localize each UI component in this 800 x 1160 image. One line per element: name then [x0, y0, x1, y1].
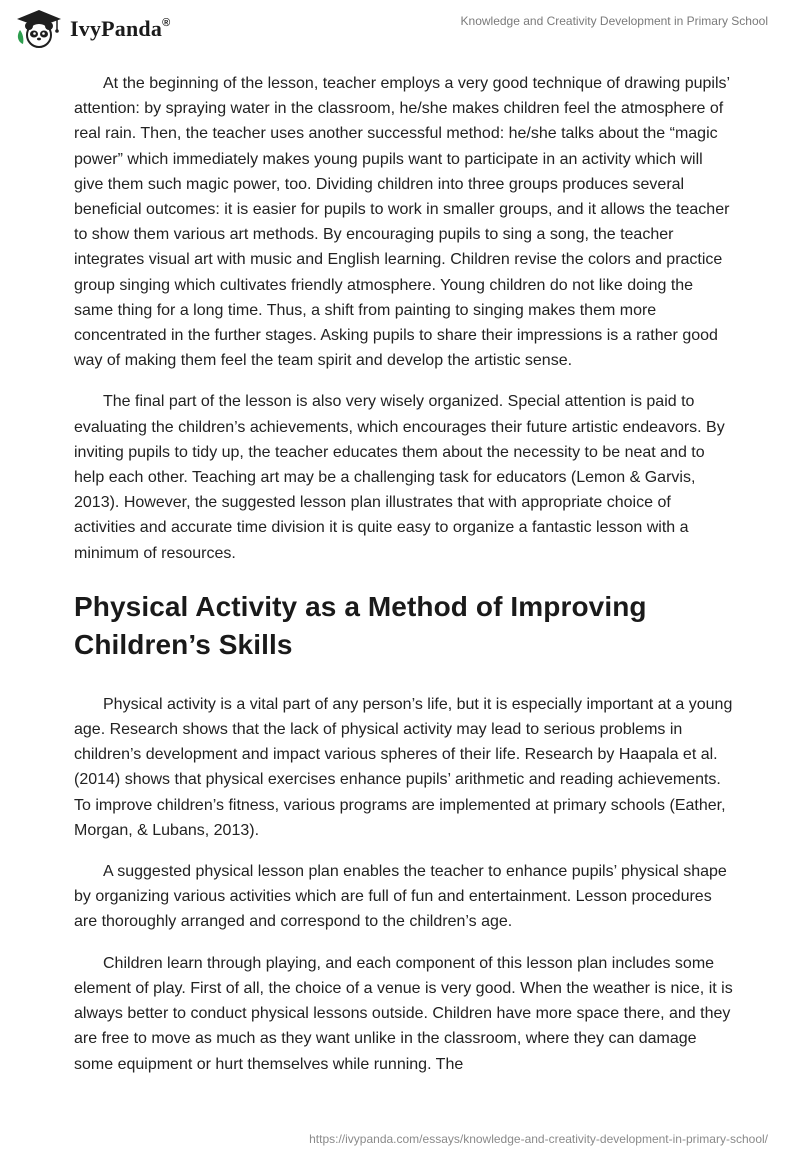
document-title: Knowledge and Creativity Development in Primary School	[460, 14, 768, 28]
panda-graduate-icon	[14, 8, 64, 50]
section-heading: Physical Activity as a Method of Improving Children’s Skills	[74, 590, 647, 660]
paragraph: Children learn through playing, and each component of this lesson plan includes some element of play. First of all, the choice of a venue is very good. When the weather is nice, it is always better to conduct physical lessons outside. Children have more space there, and they are free to move as much as they want unlike in the classroom, where they can damage some equipment or hurt themselves while running. The	[74, 954, 733, 1073]
essay-content	[74, 71, 734, 1093]
brand-name: IvyPanda®	[70, 16, 171, 41]
page-header	[0, 0, 800, 64]
paragraph: At the beginning of the lesson, teacher employs a very good technique of drawing pupils’ attention: by spraying water in the classroom, he/she makes children feel the atmosphere of real rain. Then, the teacher uses another successful method: he/she talks about the “magic power” which immediately makes young pupils want to participate in an activity which will give them such magic power, too. Dividing children into three groups produces several beneficial outcomes: it is easier for pupils to work in smaller groups, and it allows the teacher to show them various art methods. By encouraging pupils to sing a song, the teacher integrates visual art with music and English learning. Children revise the colors and practice group singing which cultivates friendly atmosphere. Young children do not like doing the same thing for a long time. Thus, a shift from painting to singing makes them more concentrated in the further stages. Asking pupils to share their impressions is a rather good way of making them feel the team spirit and develop the artistic sense.	[74, 75, 730, 370]
ivypanda-logo[interactable]	[14, 8, 170, 50]
paragraph: The final part of the lesson is also very wisely organized. Special attention is paid to evaluating the children’s achievements, which encourages their future artistic endeavors. By inviting pupils to tidy up, the teacher educates them about the necessity to be neat and to help each other. Teaching art may be a challenging task for educators (Lemon & Garvis, 2013). However, the suggested lesson plan illustrates that with appropriate choice of activities and accurate time division it is quite easy to organize a fantastic lesson with a minimum of resources.	[74, 393, 725, 562]
source-url-link[interactable]: https://ivypanda.com/essays/knowledge-and-creativity-development-in-primary-school/	[309, 1132, 768, 1146]
paragraph: A suggested physical lesson plan enables the teacher to enhance pupils’ physical shape by organizing various activities which are full of fun and entertainment. Lesson procedures are thoroughly arranged and correspond to the children’s age.	[74, 863, 727, 931]
paragraph: Physical activity is a vital part of any person’s life, but it is especially important at a young age. Research shows that the lack of physical activity may lead to serious problems in children’s development and impact various spheres of their life. Research by Haapala et al. (2014) shows that physical exercises enhance pupils’ arithmetic and reading achievements. To improve children’s fitness, various programs are implemented at primary schools (Eather, Morgan, & Lubans, 2013).	[74, 695, 733, 839]
